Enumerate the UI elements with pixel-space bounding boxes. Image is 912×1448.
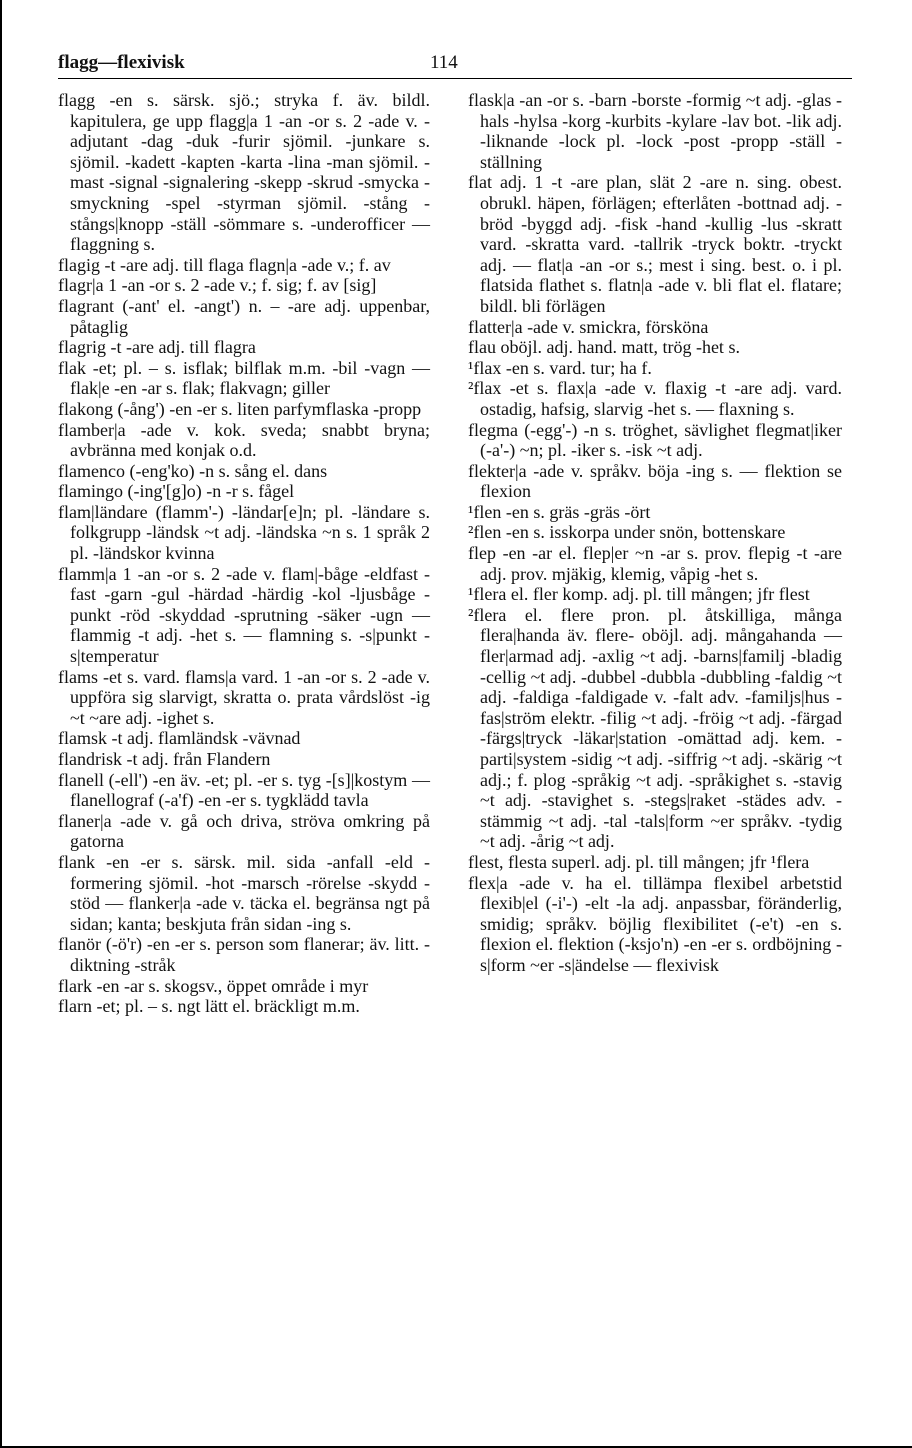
dictionary-entry: flak -et; pl. – s. isflak; bilflak m.m. -bil -vagn — flak|e -en -ar s. flak; flakvagn; giller [58, 357, 430, 399]
dictionary-entry: ¹flax -en s. vard. tur; ha f. [468, 357, 652, 378]
dictionary-entry: flark -en -ar s. skogsv., öppet område i myr [58, 975, 369, 996]
dictionary-entry: flex|a -ade v. ha el. tillämpa flexibel arbetstid flexib|el (-i'-) -elt -la adj. anpassbar, föränderlig, smidig; språkv. böjlig flexibilitet (-e't) -en s. flexion el. flektion (-ksjo'n) -en -er s. ordböjning -s|form ~er -s|ändelse — flexivisk [468, 872, 842, 975]
dictionary-entry: flagr|a 1 -an -or s. 2 -ade v.; f. sig; f. av [sig] [58, 275, 377, 296]
running-head: flagg—flexivisk [58, 52, 185, 73]
dictionary-entry: flams -et s. vard. flams|a vard. 1 -an -or s. 2 -ade v. uppföra sig slarvigt, skratta o. prata vårdslöst -ig ~t ~are adj. -ighet s. [58, 666, 430, 728]
dictionary-entry: flank -en -er s. särsk. mil. sida -anfall -eld -formering sjömil. -hot -marsch -rörelse -skydd -stöd — flanker|a -ade v. täcka el. begränsa ngt på sidan; kanta; beskjuta från sidan -ing s. [58, 851, 430, 934]
dictionary-entry: flep -en -ar el. flep|er ~n -ar s. prov. flepig -t -are adj. prov. mjäkig, klemig, våpig -het s. [468, 543, 842, 584]
dictionary-entry: flanell (-ell') -en äv. -et; pl. -er s. tyg -[s]|kostym — flanellograf (-a'f) -en -er s. tygklädd tavla [58, 769, 430, 811]
dictionary-entry: flagig -t -are adj. till flaga flagn|a -ade v.; f. av [58, 254, 391, 275]
dictionary-entry: flegma (-egg'-) -n s. tröghet, sävlighet flegmat|iker (-a'-) ~n; pl. -iker s. -isk ~t adj. [468, 419, 842, 461]
page-header [58, 52, 858, 76]
dictionary-entry: flest, flesta superl. adj. pl. till mången; jfr ¹flera [468, 851, 810, 872]
dictionary-entry: flagrant (-ant' el. -angt') n. – -are adj. uppenbar, påtaglig [58, 295, 430, 337]
dictionary-entry: flagg -en s. särsk. sjö.; stryka f. äv. bildl. kapitulera, ge upp flagg|a 1 -an -or s. 2 -ade v. -adjutant -dag -duk -furir sjömil. -junkare s. sjömil. -kadett -kapten -karta -lina -man sjömil. -mast -signal -signalering -skepp -skrud -smycka -smyckning -spel -styrman sjömil. -stång -stångs|knopp -ställ -sömmare s. -underofficer — flaggning s. [58, 90, 430, 255]
dictionary-entry: flakong (-ång') -en -er s. liten parfymflaska -propp [58, 398, 422, 419]
dictionary-entry: flamsk -t adj. flamländsk -vävnad [58, 728, 301, 749]
dictionary-entry: flau oböjl. adj. hand. matt, trög -het s. [468, 337, 740, 358]
page-number: 114 [430, 52, 458, 73]
dictionary-entry: flekter|a -ade v. språkv. böja -ing s. — flektion se flexion [468, 460, 842, 502]
dictionary-entry: flarn -et; pl. – s. ngt lätt el. bräckligt m.m. [58, 996, 360, 1017]
dictionary-entry: flanör (-ö'r) -en -er s. person som flanerar; äv. litt. -diktning -stråk [58, 934, 430, 975]
dictionary-entry: flamber|a -ade v. kok. sveda; snabbt bryna; avbränna med konjak o.d. [58, 419, 430, 461]
dictionary-entry: flatter|a -ade v. smickra, försköna [468, 316, 709, 337]
dictionary-entry: flamm|a 1 -an -or s. 2 -ade v. flam|-båge -eldfast -fast -garn -gul -härdad -härdig -kol -ljusbåge -punkt -röd -skyddad -sprutning -säker -ugn — flammig -t adj. -het s. — flamning s. -s|punkt -s|temperatur [58, 563, 430, 667]
dictionary-entry: flandrisk -t adj. från Flandern [58, 749, 271, 769]
dictionary-entry: flam|ländare (flamm'-) -ländar[e]n; pl. -ländare s. folkgrupp -ländsk ~t adj. -ländska ~n s. 1 språk 2 pl. -ländskor kvinna [58, 501, 430, 564]
dictionary-entry: ¹flen -en s. gräs -gräs -ört [468, 501, 651, 522]
dictionary-entry: flamingo (-ing'[g]o) -n -r s. fågel [58, 481, 295, 502]
dictionary-entry: flamenco (-eng'ko) -n s. sång el. dans [58, 460, 328, 481]
left-column [58, 90, 430, 1017]
dictionary-entry: flat adj. 1 -t -are plan, slät 2 -are n. sing. obest. obrukl. häpen, förlägen; efterlåten -bottnad adj. -bröd -byggd adj. -fisk -hand -kullig -lus -skratt vard. -skratta vard. -tallrik -tryck boktr. -tryckt adj. — flat|a -an -or s.; mest i sing. best. o. i pl. flatsida flathet s. flatn|a -ade v. bli flat el. flatare; bildl. bli förlägen [468, 172, 842, 316]
right-column [468, 90, 842, 976]
dictionary-entry: flagrig -t -are adj. till flagra [58, 337, 256, 358]
header-rule [58, 78, 852, 79]
dictionary-entry: ²flen -en s. isskorpa under snön, bottenskare [468, 522, 786, 543]
dictionary-entry: ²flera el. flere pron. pl. åtskilliga, många flera|handa äv. flere- oböjl. adj. mångahanda — fler|armad adj. -axlig ~t adj. -barns|familj -bladig -cellig ~t adj. -dubbel -dubbla -dubbling -faldig ~t adj. -faldiga -faldigade v. -falt adv. -familjs|hus -fas|ström elektr. -filig ~t adj. -fröig ~t adj. -färgad -färgs|tryck -läkar|station -omättad adj. kem. -parti|system -sidig ~t adj. -siffrig ~t adj. -skärig ~t adj.; f. plog -språkig ~t adj. -språkighet s. -stavig ~t adj. -stavighet s. -stegs|raket -städes adv. -stämmig ~t adj. -tal -tals|form ~er språkv. -tydig ~t adj. -årig ~t adj. [468, 604, 842, 852]
dictionary-entry: ¹flera el. fler komp. adj. pl. till mången; jfr flest [468, 584, 810, 605]
dictionary-entry: ²flax -et s. flax|a -ade v. flaxig -t -are adj. vard. ostadig, hafsig, slarvig -het s. — flaxning s. [468, 378, 842, 419]
dictionary-entry: flask|a -an -or s. -barn -borste -formig ~t adj. -glas -hals -hylsa -korg -kurbits -kylare -lav bot. -lik adj. -liknande -lock pl. -lock -post -propp -ställ -ställning [468, 90, 842, 172]
dictionary-entry: flaner|a -ade v. gå och driva, ströva omkring på gatorna [58, 810, 430, 852]
